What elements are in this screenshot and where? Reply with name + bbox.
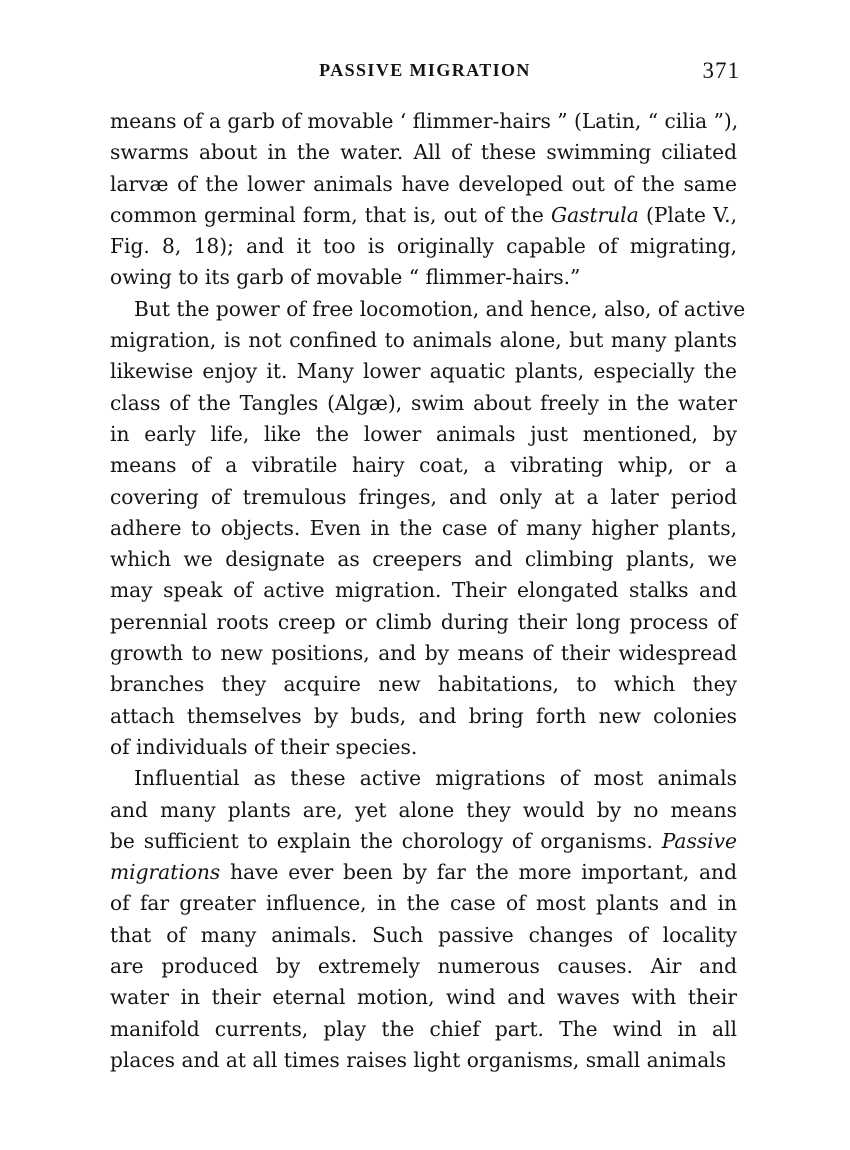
running-head: [110, 58, 740, 88]
text-segment: attach themselves by buds, and bring forth new colonies: [110, 703, 737, 728]
running-title: PASSIVE MIGRATION: [319, 60, 531, 80]
text-segment: adhere to objects. Even in the case of many higher plants,: [110, 515, 737, 540]
text-line: [110, 763, 737, 794]
page-number: 371: [702, 58, 740, 83]
text-line: [110, 888, 737, 919]
text-segment: are produced by extremely numerous causes. Air and: [110, 954, 737, 979]
text-line: [110, 356, 737, 387]
text-line: [110, 826, 737, 857]
text-segment: growth to new positions, and by means of their widespread: [110, 641, 737, 666]
text-segment: means of a vibratile hairy coat, a vibrating whip, or a: [110, 453, 737, 478]
text-segment: means of a garb of movable ‘ flimmer-hairs ” (Latin, “ cilia ”),: [110, 109, 739, 133]
text-segment: places and at all times raises light organisms, small animals: [110, 1047, 727, 1072]
text-segment: may speak of active migration. Their elongated stalks and: [110, 578, 737, 603]
text-segment: larvæ of the lower animals have developed out of the same: [110, 171, 737, 196]
text-line: [110, 982, 737, 1013]
text-line: [110, 137, 737, 168]
text-line: [110, 857, 737, 888]
text-segment: manifold currents, play the chief part. The wind in all: [110, 1016, 737, 1041]
text-line: [110, 325, 737, 356]
text-segment: class of the Tangles (Algæ), swim about freely in the water: [110, 390, 737, 415]
text-segment: water in their eternal motion, wind and waves with their: [110, 985, 737, 1010]
text-line: [110, 231, 737, 262]
text-line: [110, 732, 737, 763]
text-segment: Fig. 8, 18); and it too is originally capable of migrating,: [110, 234, 737, 259]
text-line: [110, 669, 737, 700]
text-line: [110, 388, 737, 419]
text-line: [110, 294, 746, 325]
italic-text: Passive: [661, 828, 737, 853]
text-line: [110, 1045, 737, 1076]
text-segment: swarms about in the water. All of these swimming ciliated: [110, 140, 737, 165]
text-segment: Influential as these active migrations of most animals: [134, 766, 737, 791]
text-segment: and many plants are, yet alone they would by no means: [110, 797, 737, 822]
italic-text: Gastrula: [551, 202, 639, 227]
text-line: [110, 513, 737, 544]
paragraph: [110, 763, 737, 1076]
text-segment: covering of tremulous fringes, and only at a later period: [110, 484, 737, 509]
text-segment: But the power of free locomotion, and hence, also, of active: [134, 296, 746, 321]
text-segment: branches they acquire new habitations, to which they: [110, 672, 737, 697]
text-segment: owing to its garb of movable “ flimmer-hairs.”: [110, 265, 581, 290]
text-line: [110, 482, 737, 513]
text-line: [110, 701, 737, 732]
paragraph: [110, 106, 737, 294]
text-segment: that of many animals. Such passive changes of locality: [110, 922, 737, 947]
text-line: [110, 106, 737, 137]
text-segment: perennial roots creep or climb during their long process of: [110, 609, 737, 634]
text-line: [110, 607, 737, 638]
text-line: [110, 575, 737, 606]
text-line: [110, 419, 737, 450]
text-segment: be sufficient to explain the chorology of organisms.: [110, 828, 662, 853]
text-line: [110, 169, 737, 200]
text-line: [110, 638, 737, 669]
text-line: [110, 795, 737, 826]
text-segment: which we designate as creepers and climbing plants, we: [110, 547, 737, 572]
text-line: [110, 951, 737, 982]
text-segment: likewise enjoy it. Many lower aquatic plants, especially the: [110, 359, 737, 384]
text-segment: in early life, like the lower animals just mentioned, by: [110, 421, 737, 446]
text-segment: common germinal form, that is, out of the: [110, 202, 552, 227]
text-segment: (Plate V.,: [638, 202, 737, 227]
text-line: [110, 1014, 737, 1045]
paragraph: [110, 294, 746, 763]
body-text: [110, 106, 746, 1076]
text-segment: migration, is not confined to animals alone, but many plants: [110, 328, 737, 353]
text-line: [110, 450, 737, 481]
text-line: [110, 262, 737, 293]
text-line: [110, 544, 737, 575]
text-segment: of individuals of their species.: [110, 734, 418, 759]
text-segment: have ever been by far the more important, and: [220, 860, 737, 885]
text-line: [110, 920, 737, 951]
text-segment: of far greater influence, in the case of most plants and in: [110, 891, 737, 916]
italic-text: migrations: [110, 860, 221, 885]
text-line: [110, 200, 737, 231]
